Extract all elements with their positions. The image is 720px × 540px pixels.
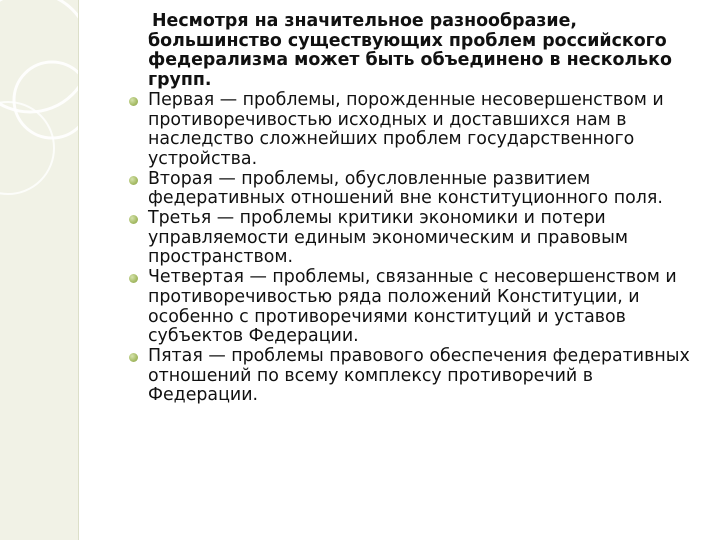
decorative-rings-graphic [0,0,78,540]
list-item [126,268,701,347]
list-item-text: Третья — проблемы критики экономики и потери управляемости единым экономическим и правовым пространством. [148,208,628,268]
list-item [126,91,701,170]
bullet-icon [129,176,138,185]
bullet-icon [129,353,138,362]
list-item [126,209,701,268]
bullet-icon [129,274,138,283]
list-item-text: Первая — проблемы, порожденные несовершенством и противоречивостью исходных и доставшихся нам в наследство сложнейших проблем государственного устройства. [148,89,664,169]
list-item-text: Вторая — проблемы, обусловленные развитием федеративных отношений вне конституционного поля. [148,168,663,209]
bullet-icon [129,215,138,224]
decorative-side-panel [0,0,79,540]
bullet-icon [129,97,138,106]
list-item-text: Пятая — проблемы правового обеспечения федеративных отношений по всему комплексу противоречий в Федерации. [148,345,690,406]
list-item [126,170,701,209]
list-item-text: Четвертая — проблемы, связанные с несовершенством и противоречивостью ряда положений Конституции, и особенно с противоречиями конституций и уставов субъектов Федерации. [148,267,677,347]
slide-content [126,12,701,406]
intro-paragraph: Несмотря на значительное разнообразие, большинство существующих проблем российского федерализма может быть объединено в несколько групп. [148,11,672,91]
list-item [126,347,701,406]
problem-list [126,91,701,406]
